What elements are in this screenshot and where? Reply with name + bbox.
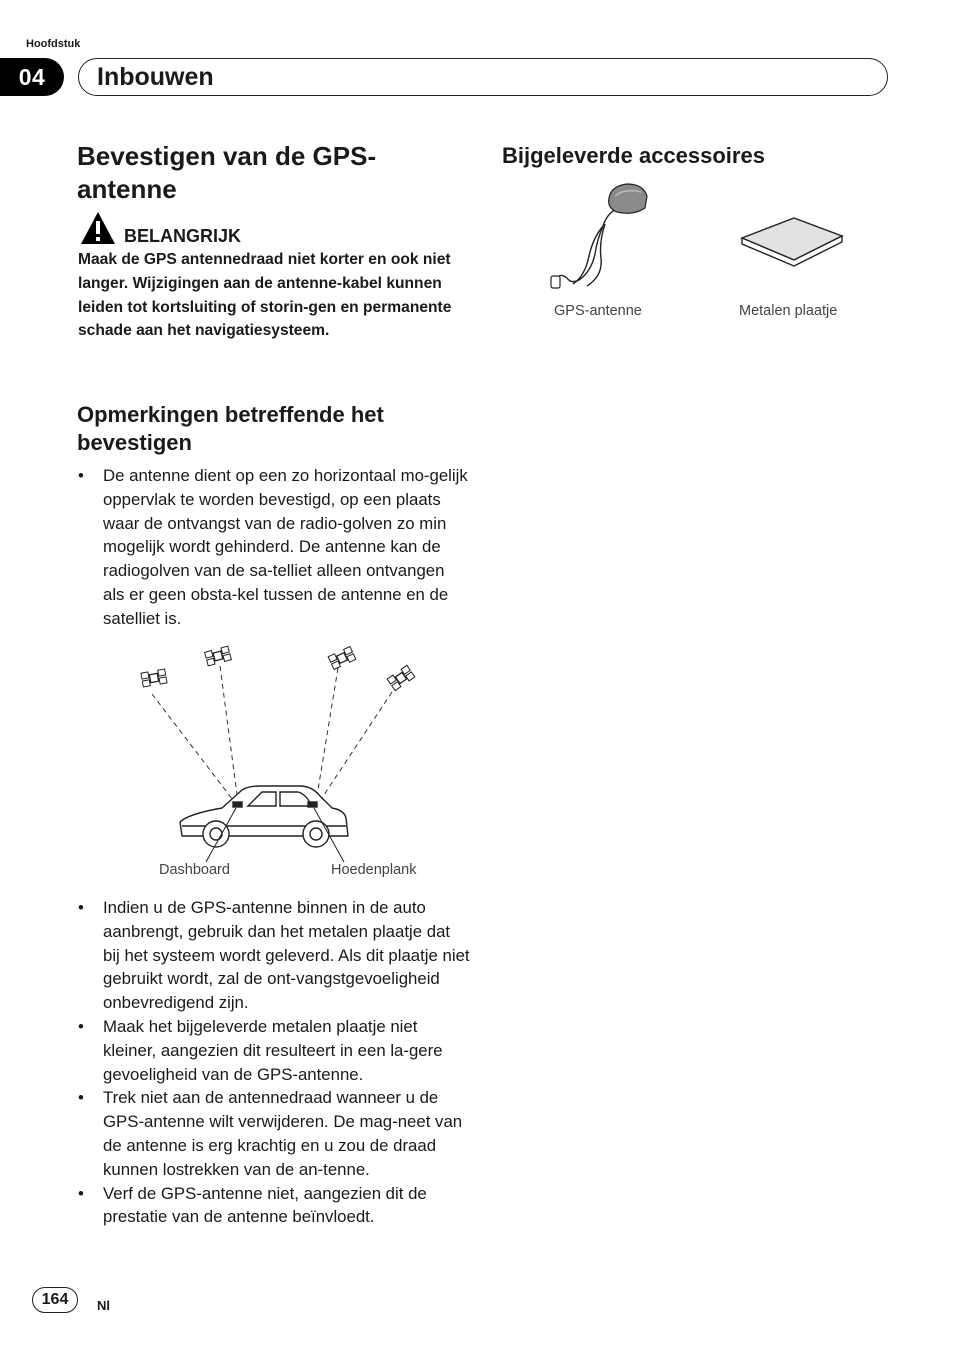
list-item: • Trek niet aan de antennedraad wanneer u de GPS-antenne wilt verwijderen. De mag-neet van de antenne is erg krachtig en u zou de draad kunnen lostrekken van de an-tenne. [78, 1086, 470, 1181]
accessory-label-gps-antenne: GPS-antenne [554, 303, 642, 319]
car-illustration [180, 786, 348, 847]
satellite-reception-figure [130, 636, 460, 886]
list-item: • Maak het bijgeleverde metalen plaatje niet kleiner, aangezien dit resulteert in een la-gere gevoeligheid van de GPS-antenne. [78, 1015, 470, 1086]
section-title: Bevestigen van de GPS-antenne [77, 141, 377, 204]
bullet-list-top [78, 464, 470, 631]
list-item: • Verf de GPS-antenne niet, aangezien dit de prestatie van de antenne beïnvloedt. [78, 1182, 470, 1230]
metal-plate-illustration [738, 214, 848, 270]
satellite-icon [387, 665, 415, 690]
warning-label: BELANGRIJK [124, 226, 242, 246]
warning-heading [80, 209, 241, 245]
accessories-title: Bijgeleverde accessoires [502, 143, 765, 168]
subheading: Opmerkingen betreffende het bevestigen [77, 402, 384, 455]
satellite-icon [205, 646, 232, 666]
list-item: • Indien u de GPS-antenne binnen in de auto aanbrengt, gebruik dan het metalen plaatje dat bij het systeem wordt geleverd. Als dit plaatje niet gebruikt wordt, zal de ont-vangstgevoeligheid onbevredigend zijn. [78, 896, 470, 1015]
chapter-title: Inbouwen [97, 62, 214, 91]
figure-label-parcel-shelf: Hoedenplank [331, 862, 417, 878]
satellite-icon [141, 669, 167, 687]
figure-label-dashboard: Dashboard [159, 862, 230, 878]
page-number: 164 [32, 1287, 78, 1313]
satellite-icon [328, 647, 356, 670]
bullet-list-bottom [78, 896, 470, 1229]
list-item: • De antenne dient op een zo horizontaal mo-gelijk oppervlak te worden bevestigd, op een plaats waar de ontvangst van de radio-golven zo min mogelijk wordt gehinderd. De antenne kan de radiogolven van de sa-telliet alleen ontvangen als er geen obsta-kel tussen de antenne en de satelliet is. [78, 464, 470, 631]
chapter-number-badge: 04 [0, 58, 64, 96]
warning-triangle-icon [80, 211, 116, 245]
chapter-label: Hoofdstuk [26, 38, 81, 50]
warning-text: Maak de GPS antennedraad niet korter en ook niet langer. Wijzigingen aan de antenne-kabel kunnen leiden tot kortsluiting of storin-gen en permanente schade aan het navigatiesysteem. [78, 251, 452, 340]
chapter-title-bar [78, 58, 888, 96]
language-code: Nl [97, 1298, 110, 1313]
accessory-label-metalen-plaatje: Metalen plaatje [739, 303, 838, 319]
gps-antenne-illustration [545, 180, 655, 295]
